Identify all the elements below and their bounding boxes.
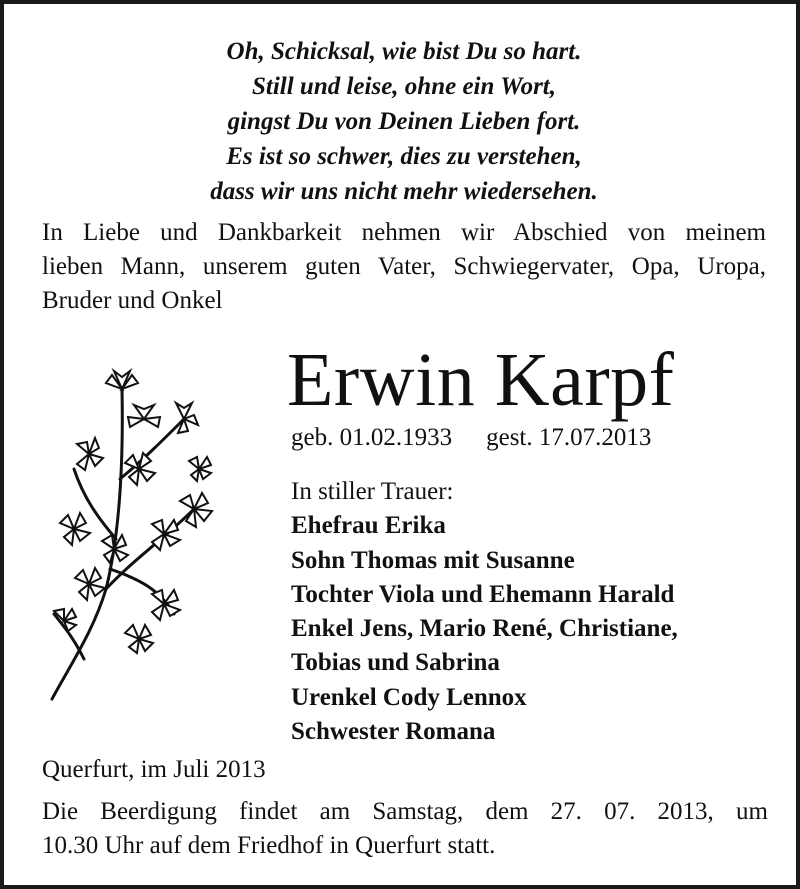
mourner: Ehefrau Erika: [291, 512, 446, 540]
intro-text: [42, 216, 766, 318]
poem-line: dass wir uns nicht mehr wiedersehen.: [210, 178, 598, 205]
funeral-word: am: [319, 798, 351, 825]
funeral-word: 07.: [604, 798, 636, 825]
mourner: Sohn Thomas mit Susanne: [291, 546, 575, 574]
poem-line: gingst Du von Deinen Lieben fort.: [227, 108, 581, 135]
forsythia-branch-icon: [44, 359, 244, 709]
intro-line: In Liebe und Dankbarkeit nehmen wir Abschied von meinem: [42, 219, 766, 246]
funeral-line-1: [42, 795, 768, 829]
funeral-line-2: 10.30 Uhr auf dem Friedhof in Querfurt statt.: [42, 832, 496, 859]
intro-line: lieben Mann, unserem guten Vater, Schwiegervater, Opa, Uropa,: [42, 253, 766, 280]
funeral-notice: [42, 795, 768, 863]
mourner: Urenkel Cody Lennox: [291, 683, 527, 711]
poem: [4, 34, 800, 209]
poem-line: Es ist so schwer, dies zu verstehen,: [226, 143, 582, 170]
poem-line: Still und leise, ohne ein Wort,: [251, 73, 556, 100]
place-and-date: Querfurt, im Juli 2013: [42, 756, 266, 783]
funeral-word: um: [735, 798, 768, 825]
life-dates: [291, 422, 651, 454]
mourner: Tochter Viola und Ehemann Harald: [291, 580, 675, 608]
deceased-name: Erwin Karpf: [287, 338, 675, 422]
mourners-heading: In stiller Trauer:: [291, 478, 454, 505]
funeral-word: dem: [485, 798, 529, 825]
funeral-word: findet: [239, 798, 298, 825]
mourner: Tobias und Sabrina: [291, 649, 500, 677]
intro-line: Bruder und Onkel: [42, 287, 223, 314]
mourner: Schwester Romana: [291, 718, 496, 746]
death-date: gest. 17.07.2013: [486, 424, 652, 451]
birth-date: geb. 01.02.1933: [291, 424, 453, 451]
mourner: Enkel Jens, Mario René, Christiane,: [291, 615, 678, 643]
funeral-word: Beerdigung: [100, 798, 217, 825]
funeral-word: Samstag,: [372, 798, 464, 825]
funeral-word: 27.: [550, 798, 582, 825]
mourners-list: [291, 475, 678, 749]
funeral-word: 2013,: [657, 798, 714, 825]
poem-line: Oh, Schicksal, wie bist Du so hart.: [226, 38, 582, 65]
funeral-word: Die: [42, 798, 79, 825]
